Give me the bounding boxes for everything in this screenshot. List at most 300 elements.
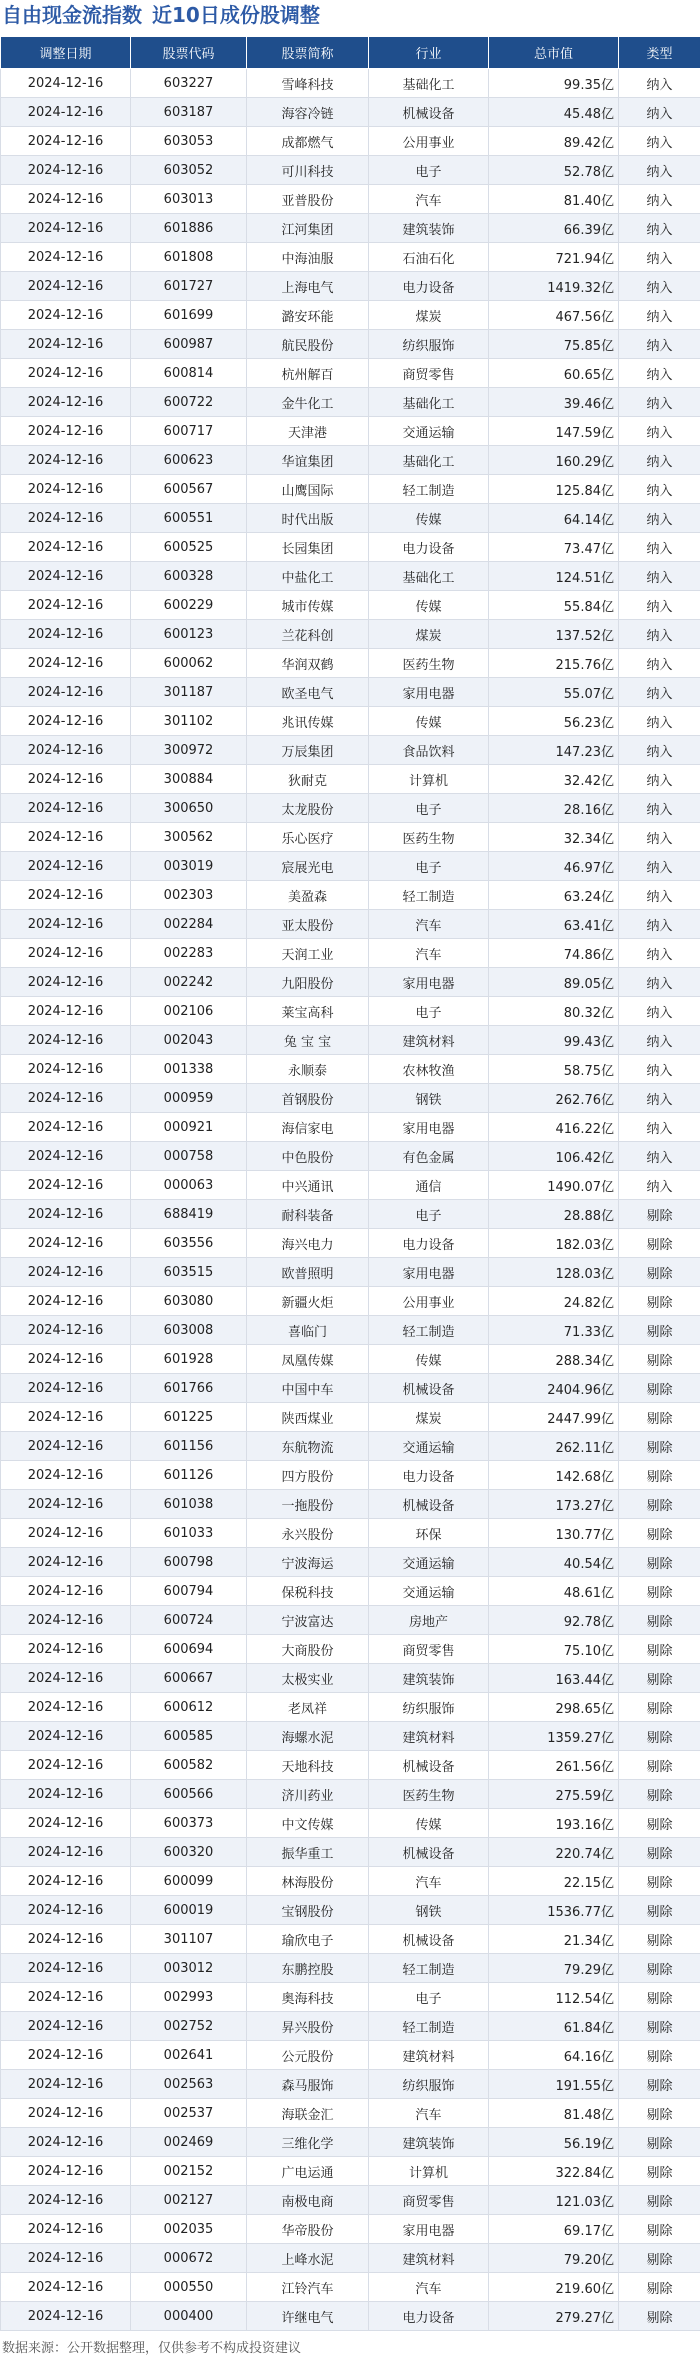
table-row xyxy=(1,1925,700,1954)
type-cell: 纳入 xyxy=(619,446,700,475)
industry-cell: 轻工制造 xyxy=(369,2012,489,2041)
table-row xyxy=(1,2244,700,2273)
code-cell: 600612 xyxy=(131,1693,247,1722)
type-cell: 剔除 xyxy=(619,2012,700,2041)
date-cell: 2024-12-16 xyxy=(1,1693,131,1722)
date-cell: 2024-12-16 xyxy=(1,736,131,765)
source-note: 数据来源：公开数据整理，仅供参考不构成投资建议 xyxy=(2,2341,302,2356)
code-cell: 002242 xyxy=(131,968,247,997)
type-cell: 纳入 xyxy=(619,388,700,417)
market-cap-cell: 1359.27亿 xyxy=(489,1722,619,1751)
date-cell: 2024-12-16 xyxy=(1,1432,131,1461)
industry-cell: 建筑材料 xyxy=(369,2041,489,2070)
code-cell: 000550 xyxy=(131,2273,247,2302)
name-cell: 九阳股份 xyxy=(247,968,369,997)
market-cap-cell: 73.47亿 xyxy=(489,533,619,562)
industry-cell: 机械设备 xyxy=(369,1490,489,1519)
industry-cell: 电力设备 xyxy=(369,272,489,301)
type-cell: 剔除 xyxy=(619,1577,700,1606)
date-cell: 2024-12-16 xyxy=(1,1084,131,1113)
code-cell: 603227 xyxy=(131,69,247,98)
date-cell: 2024-12-16 xyxy=(1,968,131,997)
date-cell: 2024-12-16 xyxy=(1,446,131,475)
date-cell: 2024-12-16 xyxy=(1,1722,131,1751)
date-cell: 2024-12-16 xyxy=(1,910,131,939)
date-cell: 2024-12-16 xyxy=(1,1316,131,1345)
name-cell: 兆讯传媒 xyxy=(247,707,369,736)
table-row xyxy=(1,1461,700,1490)
industry-cell: 电力设备 xyxy=(369,2302,489,2331)
date-cell: 2024-12-16 xyxy=(1,98,131,127)
name-cell: 中色股份 xyxy=(247,1142,369,1171)
date-cell: 2024-12-16 xyxy=(1,301,131,330)
industry-cell: 农林牧渔 xyxy=(369,1055,489,1084)
name-cell: 狄耐克 xyxy=(247,765,369,794)
market-cap-cell: 71.33亿 xyxy=(489,1316,619,1345)
name-cell: 凤凰传媒 xyxy=(247,1345,369,1374)
date-cell: 2024-12-16 xyxy=(1,2099,131,2128)
industry-cell: 机械设备 xyxy=(369,98,489,127)
date-cell: 2024-12-16 xyxy=(1,620,131,649)
date-cell: 2024-12-16 xyxy=(1,1345,131,1374)
industry-cell: 房地产 xyxy=(369,1606,489,1635)
industry-cell: 公用事业 xyxy=(369,127,489,156)
name-cell: 大商股份 xyxy=(247,1635,369,1664)
code-cell: 300884 xyxy=(131,765,247,794)
market-cap-cell: 75.85亿 xyxy=(489,330,619,359)
type-cell: 剔除 xyxy=(619,1229,700,1258)
table-row xyxy=(1,1084,700,1113)
table-row xyxy=(1,475,700,504)
industry-cell: 建筑装饰 xyxy=(369,2128,489,2157)
date-cell: 2024-12-16 xyxy=(1,1983,131,2012)
date-cell: 2024-12-16 xyxy=(1,1171,131,1200)
name-cell: 长园集团 xyxy=(247,533,369,562)
code-cell: 600694 xyxy=(131,1635,247,1664)
table-row xyxy=(1,649,700,678)
table-row xyxy=(1,910,700,939)
table-row xyxy=(1,243,700,272)
type-cell: 纳入 xyxy=(619,1113,700,1142)
code-cell: 601928 xyxy=(131,1345,247,1374)
table-row xyxy=(1,1287,700,1316)
name-cell: 宝钢股份 xyxy=(247,1896,369,1925)
name-cell: 公元股份 xyxy=(247,2041,369,2070)
table-row xyxy=(1,997,700,1026)
type-cell: 剔除 xyxy=(619,1896,700,1925)
table-row xyxy=(1,2273,700,2302)
name-cell: 永顺泰 xyxy=(247,1055,369,1084)
name-cell: 城市传媒 xyxy=(247,591,369,620)
market-cap-cell: 262.11亿 xyxy=(489,1432,619,1461)
type-cell: 剔除 xyxy=(619,1519,700,1548)
market-cap-cell: 2404.96亿 xyxy=(489,1374,619,1403)
code-cell: 301187 xyxy=(131,678,247,707)
code-cell: 600099 xyxy=(131,1867,247,1896)
table-row xyxy=(1,1896,700,1925)
table-row xyxy=(1,1171,700,1200)
market-cap-cell: 99.43亿 xyxy=(489,1026,619,1055)
market-cap-cell: 288.34亿 xyxy=(489,1345,619,1374)
type-cell: 纳入 xyxy=(619,243,700,272)
type-cell: 纳入 xyxy=(619,591,700,620)
date-cell: 2024-12-16 xyxy=(1,765,131,794)
code-cell: 002284 xyxy=(131,910,247,939)
date-cell: 2024-12-16 xyxy=(1,533,131,562)
code-cell: 603053 xyxy=(131,127,247,156)
name-cell: 杭州解百 xyxy=(247,359,369,388)
code-cell: 603008 xyxy=(131,1316,247,1345)
market-cap-cell: 160.29亿 xyxy=(489,446,619,475)
name-cell: 上峰水泥 xyxy=(247,2244,369,2273)
date-cell: 2024-12-16 xyxy=(1,1403,131,1432)
name-cell: 宁波海运 xyxy=(247,1548,369,1577)
table-row xyxy=(1,707,700,736)
market-cap-cell: 92.78亿 xyxy=(489,1606,619,1635)
industry-cell: 电子 xyxy=(369,794,489,823)
table-row xyxy=(1,1519,700,1548)
name-cell: 老凤祥 xyxy=(247,1693,369,1722)
table-row xyxy=(1,2012,700,2041)
table-row xyxy=(1,939,700,968)
industry-cell: 电子 xyxy=(369,852,489,881)
code-cell: 688419 xyxy=(131,1200,247,1229)
market-cap-cell: 142.68亿 xyxy=(489,1461,619,1490)
name-cell: 中海油服 xyxy=(247,243,369,272)
industry-cell: 汽车 xyxy=(369,939,489,968)
market-cap-cell: 89.05亿 xyxy=(489,968,619,997)
code-cell: 003012 xyxy=(131,1954,247,1983)
table-row xyxy=(1,1026,700,1055)
date-cell: 2024-12-16 xyxy=(1,2070,131,2099)
column-header-date: 调整日期 xyxy=(1,37,131,69)
name-cell: 首钢股份 xyxy=(247,1084,369,1113)
date-cell: 2024-12-16 xyxy=(1,1577,131,1606)
industry-cell: 交通运输 xyxy=(369,1432,489,1461)
code-cell: 301107 xyxy=(131,1925,247,1954)
name-cell: 金牛化工 xyxy=(247,388,369,417)
name-cell: 雪峰科技 xyxy=(247,69,369,98)
name-cell: 南极电商 xyxy=(247,2186,369,2215)
name-cell: 一拖股份 xyxy=(247,1490,369,1519)
type-cell: 纳入 xyxy=(619,794,700,823)
industry-cell: 轻工制造 xyxy=(369,1316,489,1345)
table-body xyxy=(1,69,700,2331)
name-cell: 新疆火炬 xyxy=(247,1287,369,1316)
market-cap-cell: 279.27亿 xyxy=(489,2302,619,2331)
market-cap-cell: 467.56亿 xyxy=(489,301,619,330)
industry-cell: 家用电器 xyxy=(369,2215,489,2244)
name-cell: 潞安环能 xyxy=(247,301,369,330)
code-cell: 001338 xyxy=(131,1055,247,1084)
table-row xyxy=(1,2128,700,2157)
code-cell: 000063 xyxy=(131,1171,247,1200)
code-cell: 301102 xyxy=(131,707,247,736)
date-cell: 2024-12-16 xyxy=(1,1780,131,1809)
industry-cell: 通信 xyxy=(369,1171,489,1200)
table-row xyxy=(1,2070,700,2099)
table-row xyxy=(1,562,700,591)
date-cell: 2024-12-16 xyxy=(1,2215,131,2244)
market-cap-cell: 56.23亿 xyxy=(489,707,619,736)
name-cell: 太极实业 xyxy=(247,1664,369,1693)
date-cell: 2024-12-16 xyxy=(1,1113,131,1142)
table-row xyxy=(1,156,700,185)
table-row xyxy=(1,1838,700,1867)
industry-cell: 电力设备 xyxy=(369,1229,489,1258)
table-row xyxy=(1,69,700,98)
date-cell: 2024-12-16 xyxy=(1,591,131,620)
page-title xyxy=(0,0,700,30)
table-row xyxy=(1,1809,700,1838)
code-cell: 002283 xyxy=(131,939,247,968)
code-cell: 601808 xyxy=(131,243,247,272)
market-cap-cell: 40.54亿 xyxy=(489,1548,619,1577)
code-cell: 000400 xyxy=(131,2302,247,2331)
name-cell: 成都燃气 xyxy=(247,127,369,156)
code-cell: 603187 xyxy=(131,98,247,127)
date-cell: 2024-12-16 xyxy=(1,1519,131,1548)
industry-cell: 汽车 xyxy=(369,2273,489,2302)
market-cap-cell: 163.44亿 xyxy=(489,1664,619,1693)
code-cell: 603515 xyxy=(131,1258,247,1287)
code-cell: 002127 xyxy=(131,2186,247,2215)
type-cell: 剔除 xyxy=(619,1925,700,1954)
code-cell: 002563 xyxy=(131,2070,247,2099)
market-cap-cell: 125.84亿 xyxy=(489,475,619,504)
name-cell: 许继电气 xyxy=(247,2302,369,2331)
name-cell: 欧普照明 xyxy=(247,1258,369,1287)
name-cell: 兰花科创 xyxy=(247,620,369,649)
type-cell: 剔除 xyxy=(619,1432,700,1461)
market-cap-cell: 215.76亿 xyxy=(489,649,619,678)
type-cell: 纳入 xyxy=(619,562,700,591)
industry-cell: 计算机 xyxy=(369,2157,489,2186)
name-cell: 莱宝高科 xyxy=(247,997,369,1026)
name-cell: 中国中车 xyxy=(247,1374,369,1403)
market-cap-cell: 128.03亿 xyxy=(489,1258,619,1287)
type-cell: 纳入 xyxy=(619,1026,700,1055)
industry-cell: 传媒 xyxy=(369,591,489,620)
industry-cell: 机械设备 xyxy=(369,1751,489,1780)
code-cell: 601886 xyxy=(131,214,247,243)
date-cell: 2024-12-16 xyxy=(1,127,131,156)
date-cell: 2024-12-16 xyxy=(1,1664,131,1693)
type-cell: 剔除 xyxy=(619,1838,700,1867)
code-cell: 600373 xyxy=(131,1809,247,1838)
industry-cell: 基础化工 xyxy=(369,388,489,417)
date-cell: 2024-12-16 xyxy=(1,1490,131,1519)
type-cell: 剔除 xyxy=(619,1722,700,1751)
name-cell: 亚太股份 xyxy=(247,910,369,939)
type-cell: 纳入 xyxy=(619,939,700,968)
type-cell: 剔除 xyxy=(619,1490,700,1519)
code-cell: 601038 xyxy=(131,1490,247,1519)
table-row xyxy=(1,1200,700,1229)
table-row xyxy=(1,1780,700,1809)
market-cap-cell: 416.22亿 xyxy=(489,1113,619,1142)
date-cell: 2024-12-16 xyxy=(1,2273,131,2302)
code-cell: 600722 xyxy=(131,388,247,417)
name-cell: 太龙股份 xyxy=(247,794,369,823)
table-row xyxy=(1,98,700,127)
code-cell: 600724 xyxy=(131,1606,247,1635)
table-row xyxy=(1,736,700,765)
date-cell: 2024-12-16 xyxy=(1,359,131,388)
type-cell: 剔除 xyxy=(619,2273,700,2302)
market-cap-cell: 106.42亿 xyxy=(489,1142,619,1171)
code-cell: 300972 xyxy=(131,736,247,765)
name-cell: 森马服饰 xyxy=(247,2070,369,2099)
name-cell: 林海股份 xyxy=(247,1867,369,1896)
market-cap-cell: 79.20亿 xyxy=(489,2244,619,2273)
industry-cell: 交通运输 xyxy=(369,1577,489,1606)
table-row xyxy=(1,1635,700,1664)
market-cap-cell: 112.54亿 xyxy=(489,1983,619,2012)
table-row xyxy=(1,620,700,649)
date-cell: 2024-12-16 xyxy=(1,69,131,98)
market-cap-cell: 298.65亿 xyxy=(489,1693,619,1722)
type-cell: 纳入 xyxy=(619,997,700,1026)
code-cell: 600794 xyxy=(131,1577,247,1606)
type-cell: 剔除 xyxy=(619,1548,700,1577)
name-cell: 海信家电 xyxy=(247,1113,369,1142)
table-row xyxy=(1,968,700,997)
market-cap-cell: 81.48亿 xyxy=(489,2099,619,2128)
industry-cell: 轻工制造 xyxy=(369,881,489,910)
code-cell: 000672 xyxy=(131,2244,247,2273)
type-cell: 纳入 xyxy=(619,533,700,562)
market-cap-cell: 28.16亿 xyxy=(489,794,619,823)
code-cell: 002752 xyxy=(131,2012,247,2041)
table-row xyxy=(1,1606,700,1635)
market-cap-cell: 79.29亿 xyxy=(489,1954,619,1983)
industry-cell: 钢铁 xyxy=(369,1896,489,1925)
type-cell: 剔除 xyxy=(619,1403,700,1432)
code-cell: 600525 xyxy=(131,533,247,562)
table-row xyxy=(1,1693,700,1722)
industry-cell: 公用事业 xyxy=(369,1287,489,1316)
type-cell: 剔除 xyxy=(619,2041,700,2070)
table-row xyxy=(1,1403,700,1432)
name-cell: 江河集团 xyxy=(247,214,369,243)
type-cell: 剔除 xyxy=(619,1258,700,1287)
code-cell: 002993 xyxy=(131,1983,247,2012)
type-cell: 剔除 xyxy=(619,1635,700,1664)
industry-cell: 机械设备 xyxy=(369,1838,489,1867)
market-cap-cell: 64.14亿 xyxy=(489,504,619,533)
table-row xyxy=(1,214,700,243)
date-cell: 2024-12-16 xyxy=(1,852,131,881)
date-cell: 2024-12-16 xyxy=(1,388,131,417)
code-cell: 600582 xyxy=(131,1751,247,1780)
table-row xyxy=(1,1722,700,1751)
date-cell: 2024-12-16 xyxy=(1,2012,131,2041)
industry-cell: 有色金属 xyxy=(369,1142,489,1171)
code-cell: 600814 xyxy=(131,359,247,388)
industry-cell: 电力设备 xyxy=(369,1461,489,1490)
code-cell: 600987 xyxy=(131,330,247,359)
date-cell: 2024-12-16 xyxy=(1,156,131,185)
table-row xyxy=(1,1664,700,1693)
date-cell: 2024-12-16 xyxy=(1,707,131,736)
industry-cell: 电子 xyxy=(369,1200,489,1229)
name-cell: 喜临门 xyxy=(247,1316,369,1345)
code-cell: 600551 xyxy=(131,504,247,533)
table-row xyxy=(1,1490,700,1519)
code-cell: 600320 xyxy=(131,1838,247,1867)
type-cell: 剔除 xyxy=(619,1316,700,1345)
code-cell: 601033 xyxy=(131,1519,247,1548)
market-cap-cell: 52.78亿 xyxy=(489,156,619,185)
market-cap-cell: 1536.77亿 xyxy=(489,1896,619,1925)
market-cap-cell: 80.32亿 xyxy=(489,997,619,1026)
name-cell: 广电运通 xyxy=(247,2157,369,2186)
market-cap-cell: 39.46亿 xyxy=(489,388,619,417)
type-cell: 纳入 xyxy=(619,881,700,910)
name-cell: 亚普股份 xyxy=(247,185,369,214)
market-cap-cell: 147.23亿 xyxy=(489,736,619,765)
type-cell: 剔除 xyxy=(619,2157,700,2186)
market-cap-cell: 182.03亿 xyxy=(489,1229,619,1258)
table-row xyxy=(1,1229,700,1258)
market-cap-cell: 2447.99亿 xyxy=(489,1403,619,1432)
type-cell: 纳入 xyxy=(619,852,700,881)
date-cell: 2024-12-16 xyxy=(1,272,131,301)
industry-cell: 建筑材料 xyxy=(369,1026,489,1055)
table-row xyxy=(1,185,700,214)
type-cell: 剔除 xyxy=(619,2186,700,2215)
date-cell: 2024-12-16 xyxy=(1,1751,131,1780)
date-cell: 2024-12-16 xyxy=(1,1461,131,1490)
code-cell: 601225 xyxy=(131,1403,247,1432)
table-row xyxy=(1,446,700,475)
type-cell: 纳入 xyxy=(619,185,700,214)
code-cell: 002043 xyxy=(131,1026,247,1055)
industry-cell: 电力设备 xyxy=(369,533,489,562)
date-cell: 2024-12-16 xyxy=(1,1258,131,1287)
industry-cell: 食品饮料 xyxy=(369,736,489,765)
date-cell: 2024-12-16 xyxy=(1,2302,131,2331)
name-cell: 山鹰国际 xyxy=(247,475,369,504)
date-cell: 2024-12-16 xyxy=(1,1896,131,1925)
market-cap-cell: 66.39亿 xyxy=(489,214,619,243)
type-cell: 纳入 xyxy=(619,301,700,330)
industry-cell: 建筑装饰 xyxy=(369,214,489,243)
code-cell: 600062 xyxy=(131,649,247,678)
name-cell: 乐心医疗 xyxy=(247,823,369,852)
type-cell: 纳入 xyxy=(619,1142,700,1171)
industry-cell: 机械设备 xyxy=(369,1374,489,1403)
date-cell: 2024-12-16 xyxy=(1,1838,131,1867)
code-cell: 600623 xyxy=(131,446,247,475)
table-row xyxy=(1,1577,700,1606)
code-cell: 603556 xyxy=(131,1229,247,1258)
code-cell: 300562 xyxy=(131,823,247,852)
market-cap-cell: 99.35亿 xyxy=(489,69,619,98)
table-row xyxy=(1,2041,700,2070)
name-cell: 济川药业 xyxy=(247,1780,369,1809)
market-cap-cell: 32.42亿 xyxy=(489,765,619,794)
market-cap-cell: 45.48亿 xyxy=(489,98,619,127)
table-header-row xyxy=(1,37,700,69)
type-cell: 纳入 xyxy=(619,504,700,533)
code-cell: 002035 xyxy=(131,2215,247,2244)
industry-cell: 汽车 xyxy=(369,185,489,214)
type-cell: 剔除 xyxy=(619,1606,700,1635)
industry-cell: 传媒 xyxy=(369,504,489,533)
date-cell: 2024-12-16 xyxy=(1,794,131,823)
